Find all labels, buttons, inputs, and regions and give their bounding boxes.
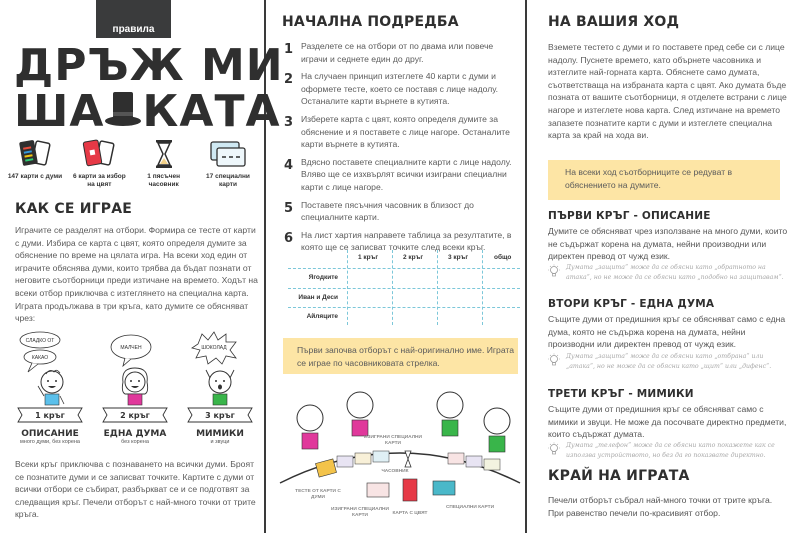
played-special-card (355, 453, 371, 464)
word-deck (315, 459, 336, 477)
your-turn-heading: НА ВАШИЯ ХОД (548, 14, 680, 30)
tip-text: Думата „защита“ може да се обясни като „отбрана“ или „атака“, но не може да се обясни като „щит“ или „дифенс“. (566, 353, 772, 370)
player-figure (437, 392, 463, 436)
round-subtitle: много думи, без корена (20, 439, 80, 445)
round1-text: Думите се обясняват чрез използване на много думи, които не съдържат корена на думата, нейни производни или директен превод от чужд език. (548, 226, 788, 262)
round2-heading: ВТОРИ КРЪГ - ЕДНА ДУМА (548, 298, 715, 310)
component-item (133, 138, 195, 189)
round-end-text: Всеки кръг приключва с познаването на всички думи. Броят се познатите думи и се записват точките. Картите с думи от всички отбори се събират, разбъркват се и се подготвят за следващия кръг. Печели отборът с най-много точки от трите кръга. (15, 459, 256, 520)
setup-step (284, 70, 519, 108)
step-number: 4 (284, 157, 294, 173)
table-setup-illustration (275, 383, 525, 528)
title-part-right: КАТА (142, 86, 281, 137)
round-name: ОПИСАНИЕ (21, 429, 79, 439)
setup-steps (284, 40, 519, 259)
bubble-text: МАЛЧЕН (120, 345, 142, 351)
player-figure (347, 392, 373, 436)
round1-tip (548, 263, 788, 283)
component-label: 1 пясъчен часовник (147, 173, 181, 189)
round-name: ЕДНА ДУМА (103, 429, 167, 439)
table-column-header: 1 кръг (358, 254, 379, 261)
tip-text: Думата „защита“ може да се обясни като „обратното на атака“, но не може да се обясни като „подобно на защитавам“. (566, 264, 784, 281)
table-gridline (288, 307, 520, 308)
round-banner: 1 кръг (35, 411, 65, 420)
your-turn-text: Вземете тестето с думи и го поставете пред себе си с лице надолу. Пуснете времето, като обърнете часовника и изтеглите най-горната карта. Обяснете само думата, съответстваща на избраната карта с цвят. Ако думата бъде позната от вашите съотборници, я отделете встрани с лице нагоре и изтеглете нова карта. След изтичане на времето запазете познатите карти с думи и изтеглете специална карта за край на хода ви. (548, 42, 787, 141)
table-gridline (288, 268, 520, 269)
table-gridline (288, 288, 520, 289)
illustration-label: ТЕСТЕ ОТ КАРТИ С ДУМИ (295, 489, 341, 500)
lightbulb-icon (548, 352, 566, 372)
step-text: На лист хартия направете таблица за резултатите, в която ще се записват точките след всеки кръг. (301, 229, 512, 253)
round-subtitle: без корена (121, 439, 149, 445)
word-cards-icon (4, 138, 66, 170)
played-special-card (337, 456, 353, 467)
special-card (466, 456, 482, 467)
setup-step (284, 199, 519, 224)
bubble-text: СЛАДКО ОТ (25, 338, 55, 344)
round3-heading: ТРЕТИ КРЪГ - МИМИКИ (548, 388, 694, 400)
special-card (484, 459, 500, 470)
round-card (95, 330, 175, 445)
bubble-text: ШОКОЛАД (201, 345, 227, 351)
table-row-label: Ягодките (308, 274, 338, 281)
player-figure (484, 408, 510, 452)
game-end-heading: КРАЙ НА ИГРАТА (548, 468, 690, 484)
hourglass (405, 451, 411, 467)
how-to-play-text: Играчите се разделят на отбори. Формира се тесте от карти с думи. Избира се карта с цвят, която определя думите за обяснение по време на цялата игра. На всеки ход един от играчите обяснява думи, които трябва да бъдат познати от неговите съотборници преди изтичане на времето. Ходът на всеки отбор приключва с изтеглянето на специална карта. Играта продължава в три кръга, като думите се обясняват чрез: (15, 225, 258, 324)
title-part-left: ША (14, 86, 105, 137)
alternate-note: На всеки ход съотборниците се редуват в обяснението на думите. (548, 160, 780, 200)
hourglass-icon (133, 138, 195, 170)
illustration-label: КАРТА С ЦВЯТ (392, 511, 428, 516)
round-banner: 2 кръг (120, 411, 150, 420)
step-text: Поставете пясъчния часовник в близост до специалните карти. (301, 199, 474, 223)
round-banner: 3 кръг (205, 411, 235, 420)
round-1-figure (10, 330, 90, 428)
round2-text: Същите думи от предишния кръг се обясняват само с една дума, която не съдържа корена на думата, нейни производни или директен превод от чужд език. (548, 314, 786, 350)
color-card (403, 479, 417, 501)
special-card (448, 453, 464, 464)
round-3-figure (180, 330, 260, 428)
component-item (68, 138, 130, 189)
round-card (10, 330, 90, 445)
step-number: 1 (284, 42, 294, 57)
top-hat-icon (105, 90, 141, 126)
tip-text: Думата „телефон“ може да се обясни като покажете как се използва устройството, но без да го показвате директно. (566, 442, 775, 459)
component-label: 17 специални карти (206, 173, 250, 189)
step-text: Разделете се на отбори от по двама или повече играчи и седнете един до друг. (301, 41, 494, 64)
component-label: 6 карти за избор на цвят (72, 173, 126, 189)
setup-step (284, 40, 519, 65)
score-table (280, 250, 520, 325)
first-turn-note: Първи започва отборът с най-оригинално име. Играта се играе по часовниковата стрелка. (283, 338, 518, 374)
step-text: На случаен принцип изтеглете 40 карти с думи и оформете тесте, което се поставя с лице надолу. Останалите карти върнете в кутията. (301, 71, 499, 107)
game-title-line1: ДРЪЖ МИ (14, 40, 284, 91)
how-to-play-heading: КАК СЕ ИГРАЕ (15, 201, 133, 217)
game-end-text: Печели отборът събрал най-много точки от трите кръга. При равенство печели по-красивият отбор. (548, 495, 773, 518)
component-item (197, 138, 259, 189)
round-subtitle: и звуци (210, 439, 230, 445)
components-list (4, 138, 259, 189)
illustration-label: СПЕЦИАЛНИ КАРТИ (445, 505, 495, 510)
setup-step (284, 113, 519, 151)
component-item (4, 138, 66, 189)
played-special-card (373, 451, 389, 462)
round-2-figure (95, 330, 175, 428)
special-cards-icon (197, 138, 259, 170)
setup-step (284, 156, 519, 194)
bubble-text: КАКАО (31, 355, 49, 361)
step-number: 3 (284, 114, 294, 130)
discarded-special-card (367, 483, 389, 497)
table-row-label: Иван и Деси (298, 294, 338, 301)
round-card (180, 330, 260, 445)
round1-heading: ПЪРВИ КРЪГ - ОПИСАНИЕ (548, 210, 711, 222)
table-column-header: 3 кръг (448, 254, 469, 261)
color-cards-icon (68, 138, 130, 170)
table-column-header: общо (494, 254, 512, 261)
step-number: 6 (284, 230, 294, 246)
lightbulb-icon (548, 263, 566, 283)
column-divider (525, 0, 527, 533)
table-row-label: Айляците (306, 313, 338, 320)
step-number: 2 (284, 72, 294, 88)
round2-tip (548, 352, 788, 372)
table-column-header: 2 кръг (403, 254, 424, 261)
rounds-illustration (10, 330, 260, 445)
player-figure (297, 405, 323, 449)
illustration-label: ЧАСОВНИК (381, 469, 409, 474)
component-label: 147 карти с думи (7, 173, 63, 180)
step-text: Вдясно поставете специалните карти с лице надолу. Вляво ще се изхвърлят всички изиграни специални карти с лице нагоре. (301, 156, 512, 192)
special-card-deck (433, 481, 455, 495)
rules-tag: правила (96, 0, 171, 38)
step-number: 5 (284, 200, 294, 216)
illustration-label: ИЗИГРАНИ СПЕЦИАЛНИ КАРТИ (364, 435, 422, 446)
round3-tip (548, 441, 788, 461)
lightbulb-icon (548, 441, 566, 461)
setup-heading: НАЧАЛНА ПОДРЕДБА (282, 14, 459, 30)
round3-text: Същите думи от предишния кръг се обясняват само с мимики и звуци. Не може да посочвате директно предмети, които съдържат думата. (548, 404, 787, 440)
game-title-line2 (14, 86, 281, 137)
round-name: МИМИКИ (196, 429, 244, 439)
step-text: Изберете карта с цвят, която определя думите за обяснение и я поставете с лице нагоре. Останалите карти върнете в кутията. (301, 113, 510, 150)
illustration-label: ИЗИГРАНИ СПЕЦИАЛНИ КАРТИ (331, 507, 389, 518)
